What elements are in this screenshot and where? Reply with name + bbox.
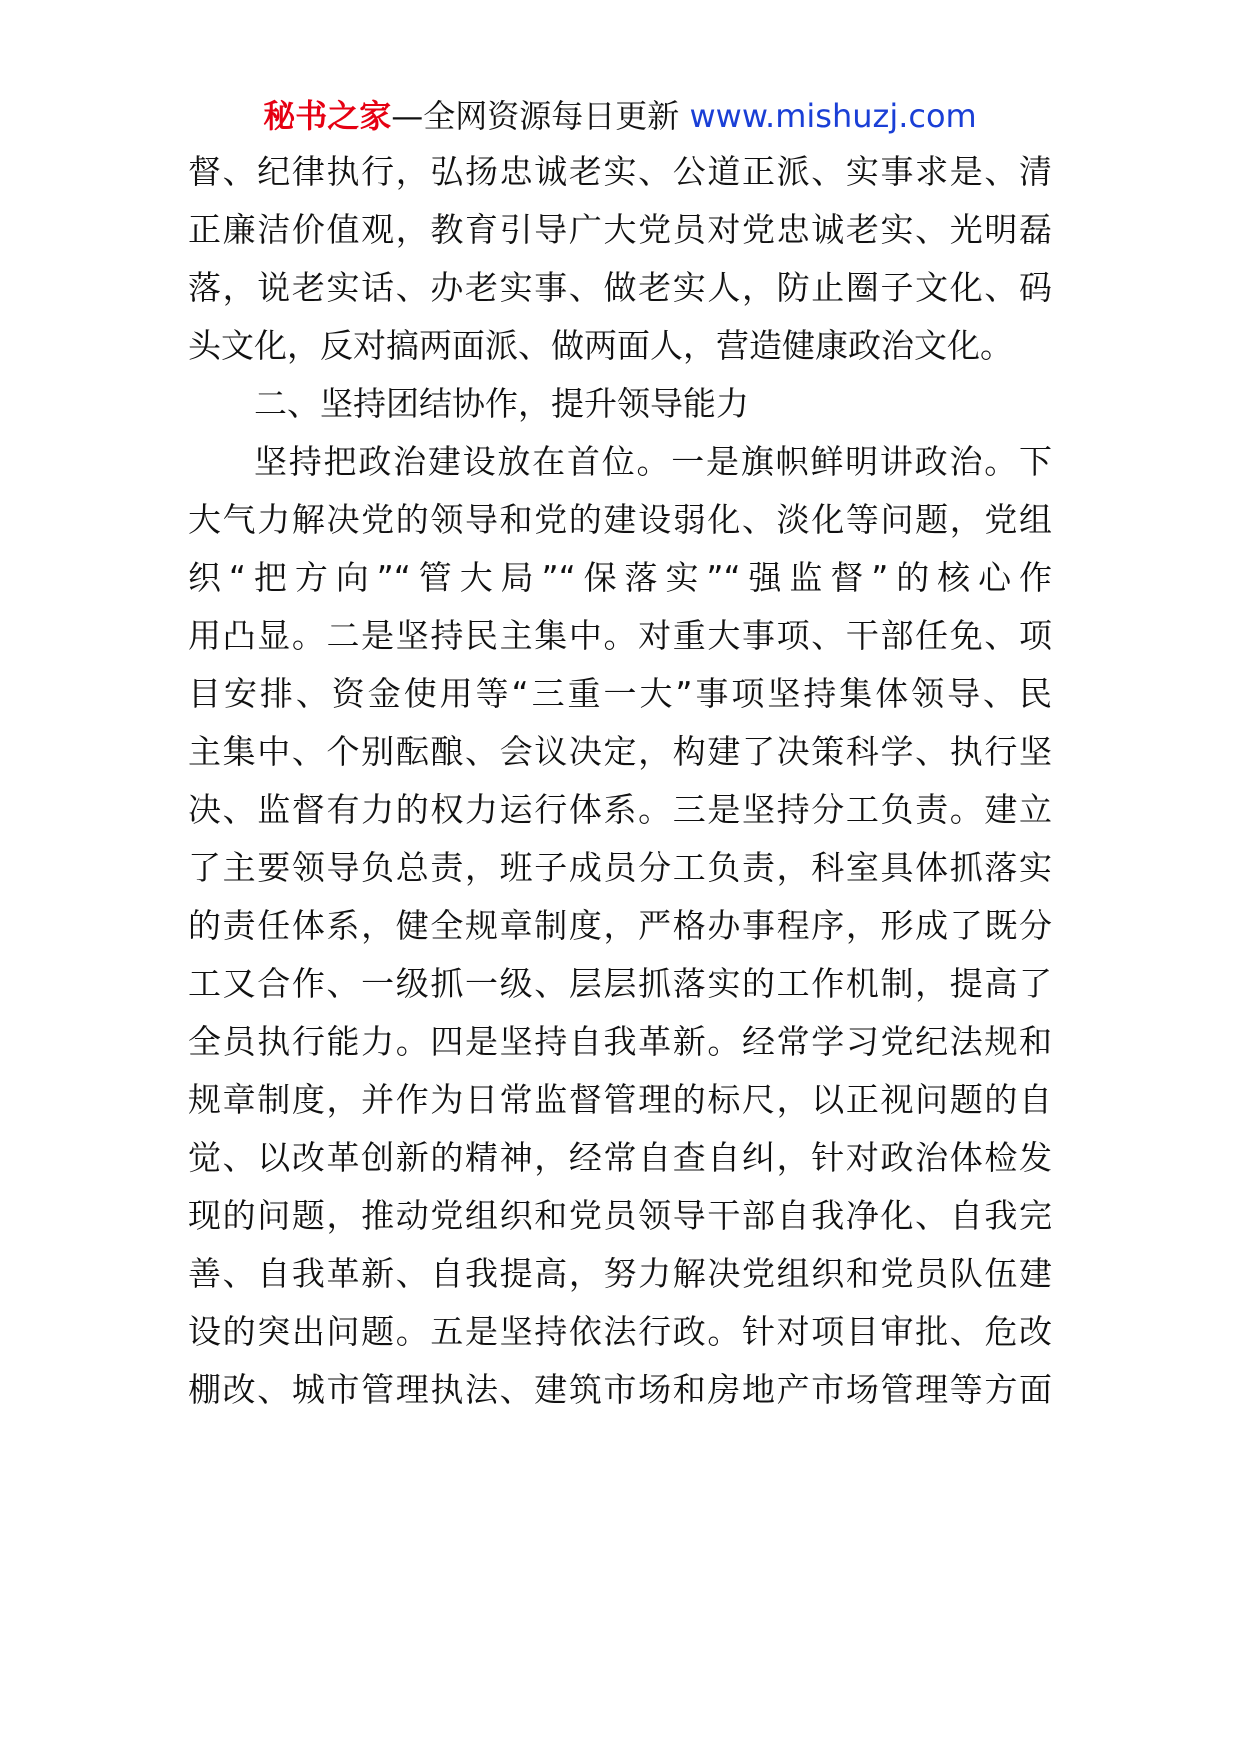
body-line: 目安排、资金使用等“三重一大”事项坚持集体领导、民 (188, 674, 1052, 713)
body-line: 大气力解决党的领导和党的建设弱化、淡化等问题，党组 (188, 500, 1052, 539)
body-line: 用凸显。二是坚持民主集中。对重大事项、干部任免、项 (188, 616, 1052, 655)
body-line: 的责任体系，健全规章制度，严格办事程序，形成了既分 (188, 906, 1052, 945)
page-header (0, 94, 1240, 138)
section-heading: 二、坚持团结协作，提升领导能力 (254, 384, 749, 423)
body-line: 棚改、城市管理执法、建筑市场和房地产市场管理等方面 (188, 1370, 1052, 1409)
header-tagline: —全网资源每日更新 (391, 97, 690, 135)
body-line: 工又合作、一级抓一级、层层抓落实的工作机制，提高了 (188, 964, 1052, 1003)
body-line: 头文化，反对搞两面派、做两面人，营造健康政治文化。 (188, 326, 1013, 365)
body-line: 善、自我革新、自我提高，努力解决党组织和党员队伍建 (188, 1254, 1052, 1293)
body-line: 落，说老实话、办老实事、做老实人，防止圈子文化、码 (188, 268, 1052, 307)
body-line: 全员执行能力。四是坚持自我革新。经常学习党纪法规和 (188, 1022, 1052, 1061)
body-line: 督、纪律执行，弘扬忠诚老实、公道正派、实事求是、清 (188, 152, 1052, 191)
site-url-link[interactable]: www.mishuzj.com (689, 97, 977, 135)
brand-name: 秘书之家 (263, 97, 392, 135)
body-line: 坚持把政治建设放在首位。一是旗帜鲜明讲政治。下 (254, 442, 1052, 481)
body-line: 设的突出问题。五是坚持依法行政。针对项目审批、危改 (188, 1312, 1052, 1351)
body-line: 现的问题，推动党组织和党员领导干部自我净化、自我完 (188, 1196, 1052, 1235)
body-line: 了主要领导负总责，班子成员分工负责，科室具体抓落实 (188, 848, 1052, 887)
body-line: 觉、以改革创新的精神，经常自查自纠，针对政治体检发 (188, 1138, 1052, 1177)
body-line: 决、监督有力的权力运行体系。三是坚持分工负责。建立 (188, 790, 1052, 829)
body-line: 规章制度，并作为日常监督管理的标尺，以正视问题的自 (188, 1080, 1052, 1119)
body-line: 织“把方向”“管大局”“保落实”“强监督”的核心作 (188, 558, 1052, 597)
body-line: 主集中、个别酝酿、会议决定，构建了决策科学、执行坚 (188, 732, 1052, 771)
body-line: 正廉洁价值观，教育引导广大党员对党忠诚老实、光明磊 (188, 210, 1052, 249)
